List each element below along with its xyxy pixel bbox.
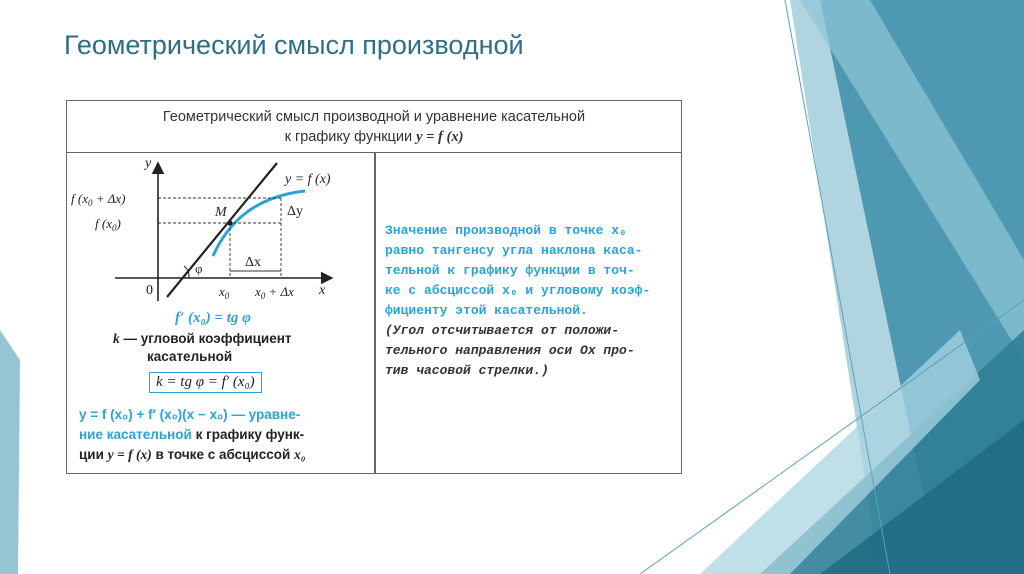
point-m-label: M xyxy=(215,205,227,220)
derivative-formula: f′ (x₀) = tg φ xyxy=(175,310,251,326)
explanation-line-2: равно тангенсу угла наклона каса- xyxy=(385,243,643,258)
table-header-line-1: Геометрический смысл производной и уравнение касательной xyxy=(162,109,586,125)
fx0dx-label: f $(x_0 + \Delta x)$ xyxy=(71,191,126,208)
table-header-math: y = f (x) xyxy=(416,129,464,145)
explanation-line-5: фициенту этой касательной. xyxy=(385,303,588,318)
tangent-eq-math-3: y = f (x) xyxy=(107,447,152,462)
table-header-text: к графику функции xyxy=(284,129,417,145)
phi-label: φ xyxy=(195,261,203,276)
tangent-eq-line-1: y = f (x₀) + f′ (x₀)(x − x₀) — уравне- xyxy=(79,407,301,422)
tangent-eq-blue-2: ние касательной xyxy=(79,427,192,442)
k-formula-box: k = tg φ = f′ (x₀) xyxy=(149,372,262,393)
explanation-line-4: ке с абсциссой x₀ и угловому коэф- xyxy=(385,283,651,298)
note-line-2: тельного направления оси Ox про- xyxy=(385,343,635,358)
fx0-label: f $(x_0)$ xyxy=(95,216,121,233)
y-axis-label: y xyxy=(145,156,152,171)
x0-label: $x_0$ xyxy=(219,284,230,301)
definition-table xyxy=(66,100,682,474)
tangent-eq-dark-2: к графику функ- xyxy=(191,427,305,442)
tangent-line xyxy=(167,163,277,297)
explanation-line-3: тельной к графику функции в точ- xyxy=(385,263,635,278)
note-line-1: (Угол отсчитывается от положи- xyxy=(385,323,620,338)
tangent-eq-dark-3a: ции xyxy=(79,447,108,462)
tangent-equation xyxy=(79,405,369,465)
k-definition-line-1 xyxy=(113,330,292,348)
deco-shape-7 xyxy=(0,330,20,574)
k-symbol: k xyxy=(113,331,120,346)
column-divider xyxy=(374,153,376,473)
delta-y-label: Δy xyxy=(287,204,304,219)
k-definition xyxy=(113,330,292,366)
x0-dx-label: $x_0 + \Delta x$ xyxy=(255,284,294,301)
tangent-eq-math-3b: x₀ xyxy=(294,447,306,462)
tangent-eq-line-3 xyxy=(79,445,369,465)
x-axis-label: x xyxy=(319,283,326,298)
point-m xyxy=(227,220,232,225)
note-line-3: тив часовой стрелки.) xyxy=(385,363,549,378)
slide-title: Геометрический смысл производной xyxy=(64,30,524,60)
table-header-line-2 xyxy=(67,127,681,147)
tangent-eq-line-2 xyxy=(79,425,369,445)
origin-label: 0 xyxy=(146,283,153,298)
explanation-line-1: Значение производной в точке x₀ xyxy=(385,223,627,238)
explanation-text xyxy=(385,221,675,381)
tangent-eq-dark-3b: в точке с абсциссой xyxy=(151,447,295,462)
delta-x-label: Δx xyxy=(245,255,262,270)
k-definition-text-1: — угловой коэффициент xyxy=(119,331,292,346)
curve-label: y = f (x) xyxy=(285,172,331,187)
k-definition-line-2: касательной xyxy=(147,349,233,364)
table-header xyxy=(67,101,681,153)
